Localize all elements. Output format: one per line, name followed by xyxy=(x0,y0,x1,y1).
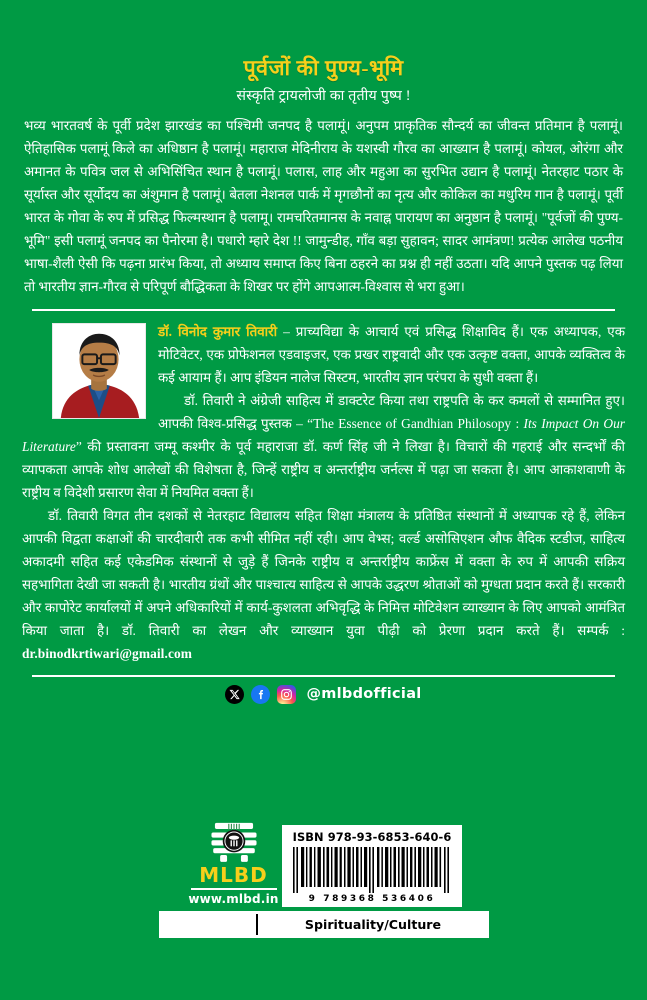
instagram-glyph xyxy=(280,688,293,701)
book-title-roman: The Essence of Gandhian Philosopy : xyxy=(313,415,524,431)
intro-paragraph: भव्य भारतवर्ष के पूर्वी प्रदेश झारखंड का पश्चिमी जनपद है पलामूं। अनुपम प्राकृतिक सौन्दर्य का जीवन्त प्रतिमान है पलामूं। ऐतिहासिक पलामूं किले का अधिष्ठान है पलामूं। महाराज मेदिनीराय के यशस्वी गौरव का आख्यान है पलामूं। कोयल, ओरंगा और अमानत के पवित्र जल से अभिसिंचित स्थान है पलामूं। पलास, लाह और महुआ का सुरभित उद्यान है पलामूं। नेतरहाट पठार के सूर्यास्त और सूर्योदय का अंशुमान है पलामूं। बेतला नेशनल पार्क में मृगछौनों का नृत्य और कोकिल का मधुरिम गान है पलामूं। पूर्वी भारत के गोवा के रुप में प्रसिद्ध फिल्मस्थान है पलामू। रामचरितमानस के नवाह्न पारायण का अनुष्ठान है पलामूं। "पूर्वजों की पुण्य-भूमि" इसी पलामूं जनपद का पैनोरमा है। पधारो म्हारे देश !! जामुन्डीह, गाँव बड़ा सुहावन; सादर आमंत्रण! प्रत्येक आलेख पठनीय भाषा-शैली ऐसी कि पढ़ना प्रारंभ किया, तो अध्याय समाप्त किए बिना ठहरने का प्रश्न ही नहीं उठता। यदि आपने पुस्तक पढ़ लिया तो भारतीय ज्ञान-गौरव से परिपूर्ण बौद्धिकता के शिखर पर होंगे आपआत्म-विश्वास से भरा हुआ। xyxy=(24,117,623,295)
author-bio-paragraph-3 xyxy=(22,504,625,665)
barcode-digits: 9 789368 536406 xyxy=(308,893,436,904)
facebook-icon[interactable] xyxy=(251,685,270,704)
category-label: Spirituality/Culture xyxy=(304,916,442,932)
publisher-name: MLBD xyxy=(199,863,268,887)
isbn-label: ISBN 978-93-6853-640-6 xyxy=(292,829,452,844)
instagram-icon[interactable] xyxy=(277,685,296,704)
isbn-row xyxy=(159,820,489,907)
category-bar xyxy=(159,911,489,938)
divider-top xyxy=(32,309,615,311)
category-divider xyxy=(256,914,258,935)
ean13-barcode xyxy=(289,847,455,893)
author-portrait-photo xyxy=(52,323,146,419)
barcode-card xyxy=(282,825,462,907)
divider-social xyxy=(32,675,615,677)
book-title-italic: Its Impact On Our Literature xyxy=(22,415,625,454)
author-section xyxy=(22,320,625,666)
x-twitter-icon[interactable] xyxy=(225,685,244,704)
bottom-block xyxy=(0,820,647,938)
page-subtitle: संस्कृति ट्रायलोजी का तृतीय पुष्प ! xyxy=(236,87,411,104)
author-name: डॉ. विनोद कुमार तिवारी xyxy=(158,323,278,339)
publisher-block xyxy=(185,820,282,907)
facebook-glyph xyxy=(255,689,266,700)
mlbd-emblem-logo xyxy=(208,820,260,864)
bio-2-post: ” की प्रस्तावना जम्मू कश्मीर के पूर्व महाराजा डॉ. कर्ण सिंह जी ने लिखा है। विचारों की गहराई और सन्दर्भों की व्यापकता आपके शोध आलेखों की विशेषता है, जिन्हें राष्ट्रीय व अन्तर्राष्ट्रीय जर्नल्स में पढ़ा जा सकता है। आप आकाशवाणी के राष्ट्रीय व विदेशी प्रसारण सेवा में नियमित वक्ता हैं। xyxy=(22,438,625,501)
author-email[interactable]: dr.binodkrtiwari@gmail.com xyxy=(22,646,193,662)
x-glyph xyxy=(229,689,240,700)
bio-3-text: डॉ. तिवारी विगत तीन दशकों से नेतरहाट विद्यालय सहित शिक्षा मंत्रालय के प्रतिष्ठित संस्थानों में अध्यापक रहे हैं, लेकिन आपकी विद्वता कक्षाओं की चारदीवारी तक कभी सीमित नहीं रही। आप वेभ्स; वर्ल्ड असोसिएशन औफ वैदिक स्टडीज, साहित्य अकादमी सहित कई एकेडमिक संस्थानों से जुड़े हैं जिनके राष्ट्रीय व अन्तर्राष्ट्रीय काफ्रेंस में वक्ता के रुप में आपकी सक्रिय सहभागिता देखी जा सकती है। भारतीय ग्रंथों और पाश्चात्य साहित्य से आपके उद्धरण श्रोताओं को मुग्धता प्रदान करते हैं। सरकारी और कापोरेट कार्यालयों में अपने अधिकारियों में कार्य-कुशलता अभिवृद्धि के निमित्त मोटिवेशन व्याख्यान के लिए आपको आमंत्रित किया जाता है। डॉ. तिवारी का लेखन और व्याख्यान युवा पीढ़ी को प्रेरणा प्रदान करते हैं। सम्पर्क : xyxy=(22,508,625,639)
page-title: पूर्वजों की पुण्य-भूमि xyxy=(243,56,404,80)
publisher-underline xyxy=(191,888,277,890)
avatar-illustration xyxy=(53,324,145,418)
bio-2-pre: डॉ. तिवारी ने अंग्रेजी साहित्य में डाक्टरेट किया तथा राष्ट्रपति के कर कमलों से सम्मानित हुए। आपकी विश्व-प्रसिद्ध पुस्तक – “ xyxy=(158,392,625,431)
author-bio-text-1: – प्राच्यविद्या के आचार्य एवं प्रसिद्ध शिक्षाविद हैं। एक अध्यापक, एक मोटिवेटर, एक प्रोफेशनल एडवाइजर, एक प्रखर राष्ट्रवादी और एक उत्कृष्ट वक्ता, आपके व्यक्तित्व के कई आयाम हैं। आप इंडियन नालेज सिस्टम, भारतीय ज्ञान परंपरा के सुधी वक्ता हैं। xyxy=(158,323,625,385)
social-media-row xyxy=(22,685,625,704)
publisher-website[interactable]: www.mlbd.in xyxy=(188,891,279,906)
title-block xyxy=(22,0,625,105)
social-handle: @mlbdofficial xyxy=(306,686,422,703)
